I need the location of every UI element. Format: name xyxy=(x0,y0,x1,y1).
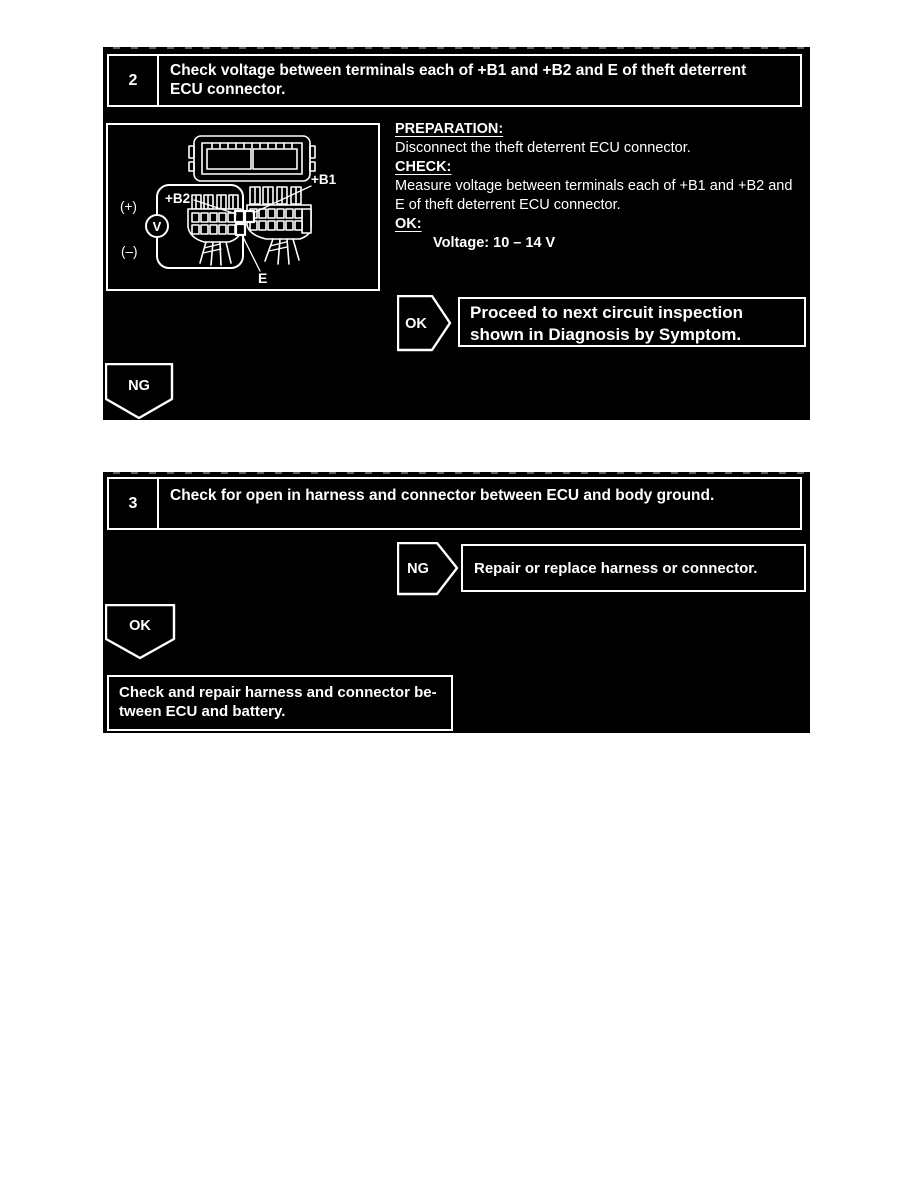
preparation-label: PREPARATION: xyxy=(395,121,504,137)
ng-arrow-label: NG xyxy=(407,561,429,577)
voltmeter-label: V xyxy=(152,219,162,234)
terminal-b2 xyxy=(235,211,244,222)
ok-arrow xyxy=(397,295,453,352)
step-2-title xyxy=(159,56,754,105)
b1-pin-label: +B1 xyxy=(311,172,337,187)
connector-diagram xyxy=(108,125,378,289)
ok-pentagon xyxy=(105,604,177,660)
ok-result-line1: Proceed to next circuit inspection xyxy=(470,303,744,322)
ng-result-text: Repair or replace harness or connector. xyxy=(474,559,758,577)
voltage-spec: Voltage: 10 – 14 V xyxy=(433,235,556,251)
check-label: CHECK: xyxy=(395,159,452,175)
ng-pentagon xyxy=(105,363,175,420)
footer-line1: Check and repair harness and connector be- xyxy=(119,684,437,701)
ng-arrow xyxy=(397,542,459,596)
e-pin-label: E xyxy=(258,270,268,286)
step-2-title-line2: ECU connector. xyxy=(170,81,286,98)
ok-arrow-label: OK xyxy=(405,316,427,332)
b2-pin-label: +B2 xyxy=(165,191,191,206)
ecu-connector-left xyxy=(188,195,241,265)
step-2-number: 2 xyxy=(109,56,159,105)
plus-probe-label: (+) xyxy=(120,199,137,214)
step-3-number: 3 xyxy=(109,479,159,528)
ng-pentagon-label: NG xyxy=(128,378,150,394)
step-2-instructions xyxy=(395,120,807,253)
step-2-title-line1: Check voltage between terminals each of +B1 and +B2 and E of theft deterrent xyxy=(170,62,747,79)
connector-housing-top xyxy=(189,136,315,181)
check-text-line2: E of theft deterrent ECU connector. xyxy=(395,197,621,213)
footer-line2: tween ECU and battery. xyxy=(119,703,286,720)
step-3-panel xyxy=(103,472,810,733)
ecu-connector-right xyxy=(247,187,311,264)
step-3-title: Check for open in harness and connector between ECU and body ground. xyxy=(170,487,715,504)
step-3-header xyxy=(107,477,802,530)
ok-result-box xyxy=(458,297,806,347)
check-text-line1: Measure voltage between terminals each of +B1 and +B2 and xyxy=(395,178,793,194)
ok-label: OK: xyxy=(395,216,422,232)
step-2-header xyxy=(107,54,802,107)
preparation-text: Disconnect the theft deterrent ECU connector. xyxy=(395,140,691,156)
minus-probe-label: (–) xyxy=(121,244,138,259)
connector-illustration-box xyxy=(106,123,380,291)
ok-result-line2: shown in Diagnosis by Symptom. xyxy=(470,325,742,344)
terminal-e xyxy=(236,224,245,235)
step-2-panel xyxy=(103,47,810,420)
footer-action-box xyxy=(107,675,453,731)
ok-pentagon-label: OK xyxy=(129,618,151,634)
e-leader-line xyxy=(242,235,260,271)
ng-result-box xyxy=(461,544,806,592)
